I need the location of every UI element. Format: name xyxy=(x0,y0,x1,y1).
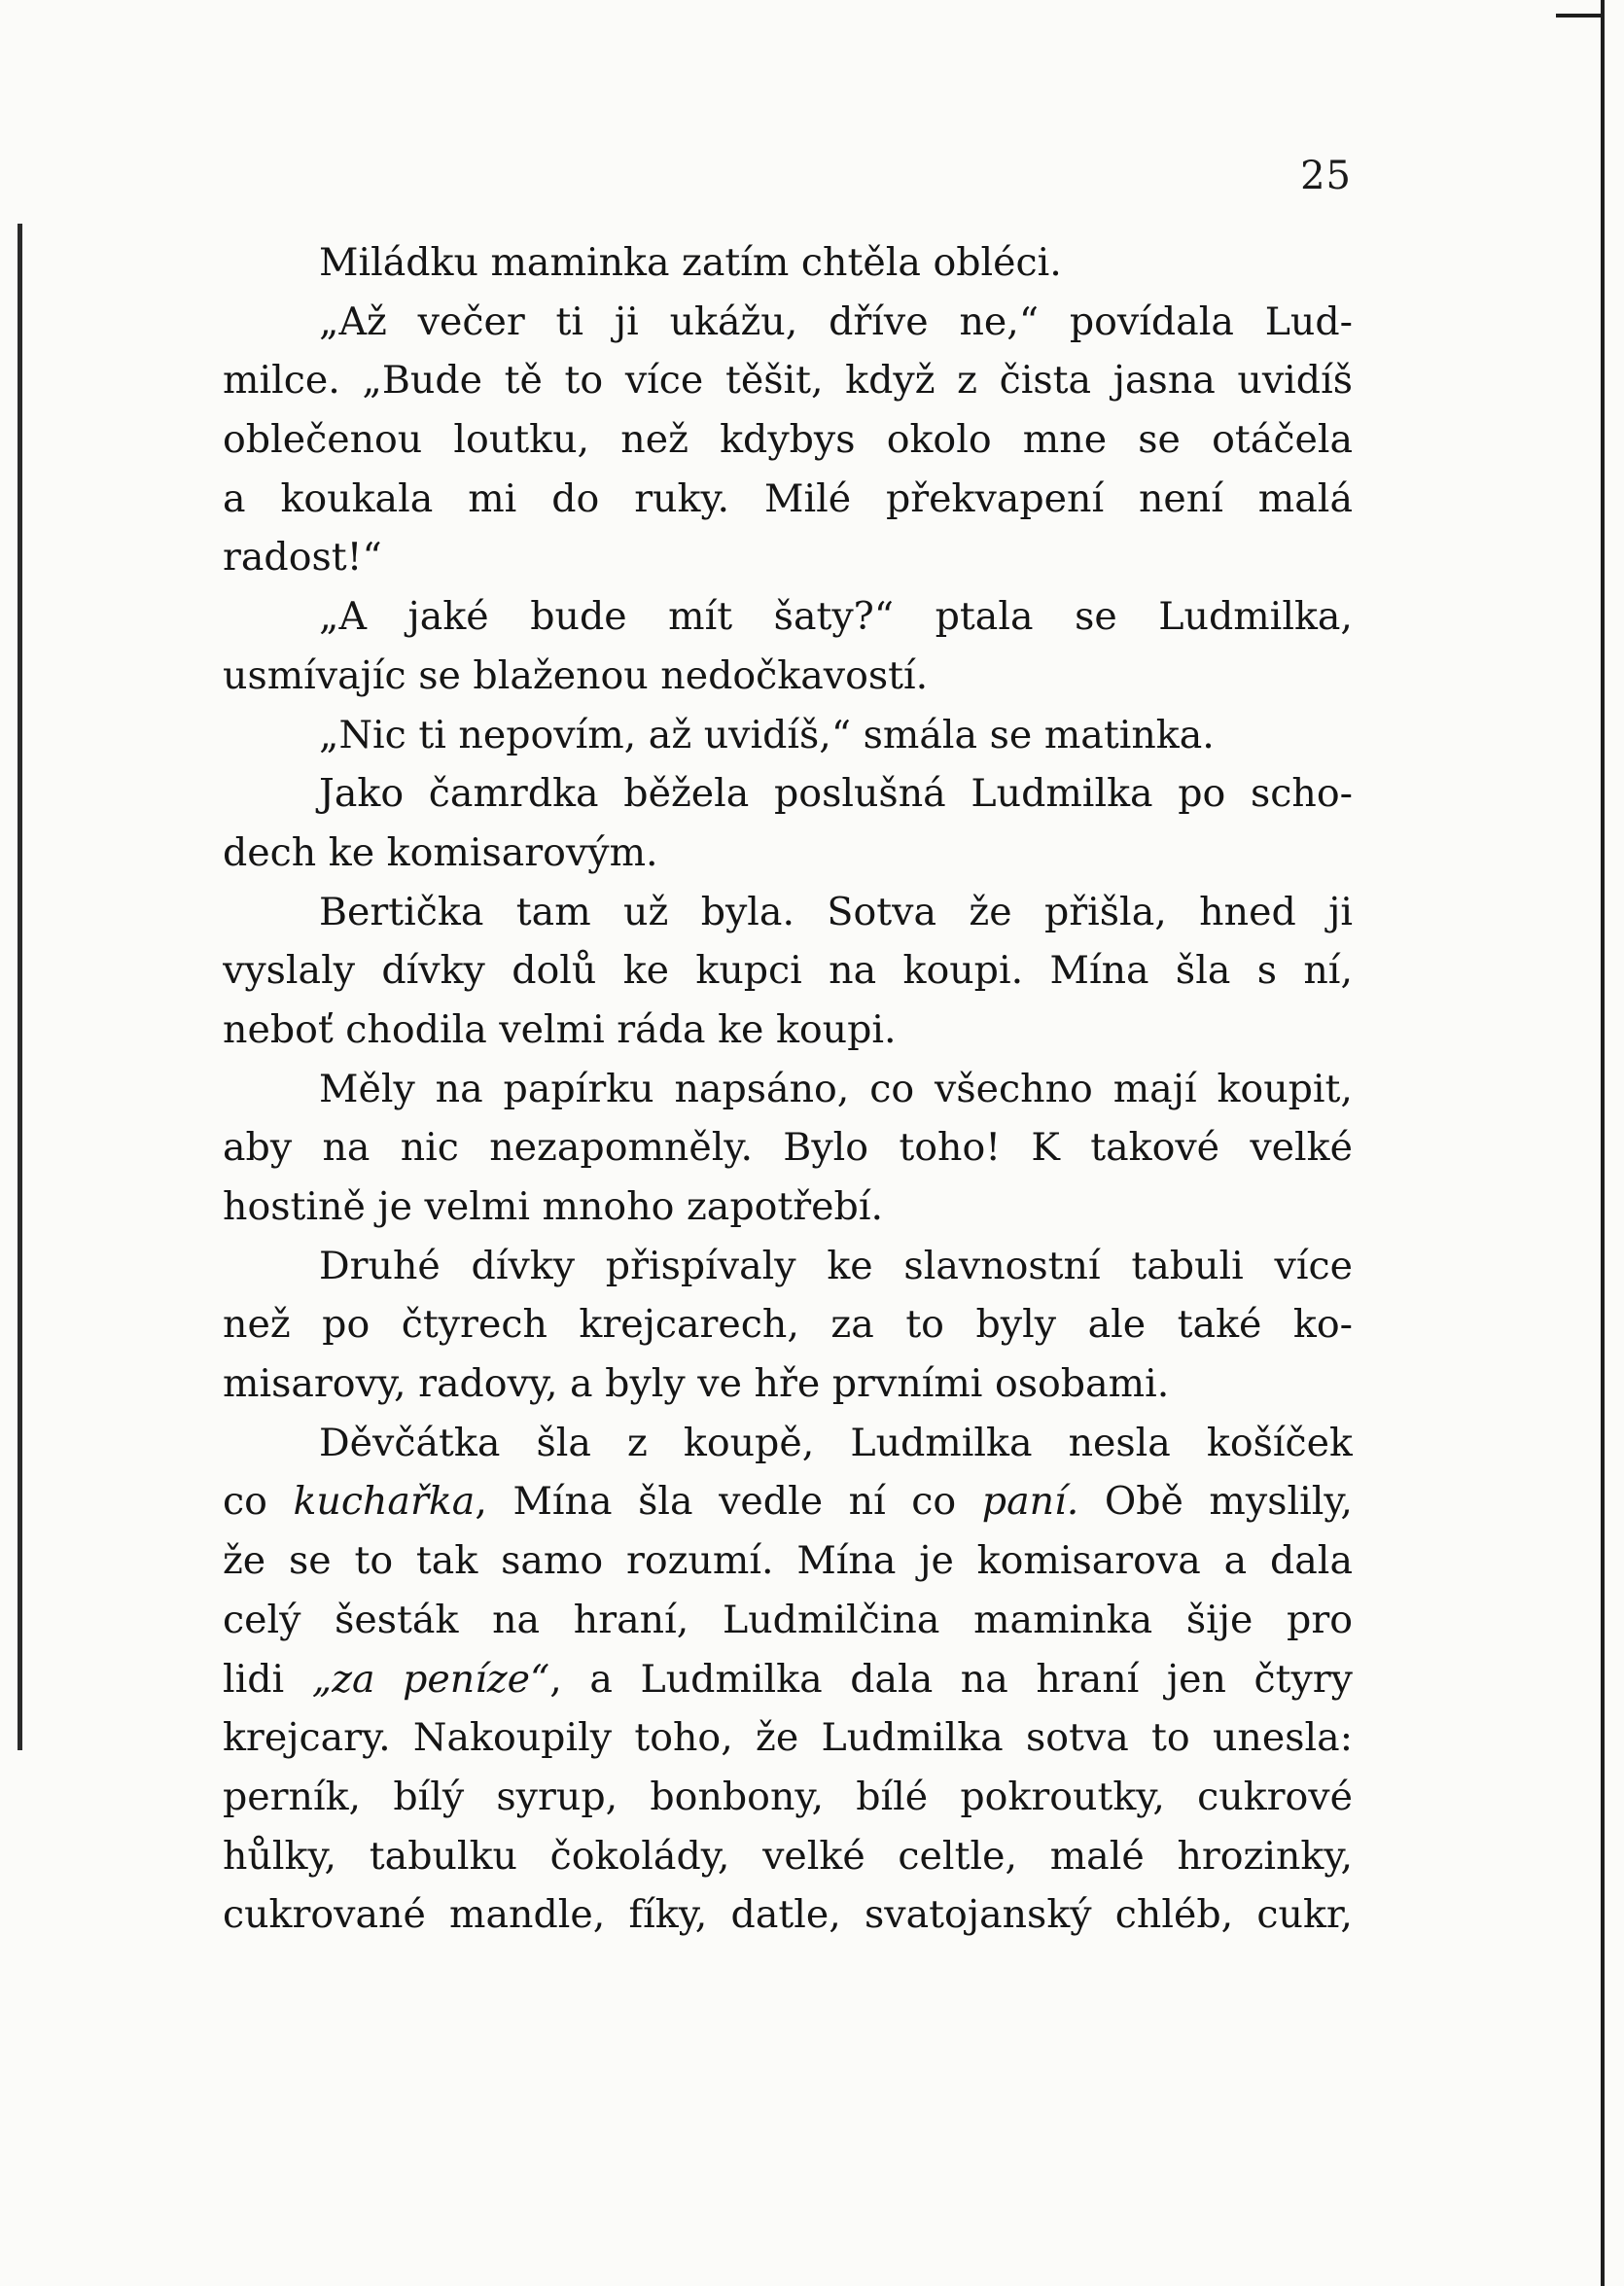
text-segment: Druhé dívky přispívaly ke slavnostní tabuli více xyxy=(319,1243,1353,1288)
text-segment: usmívajíc se blaženou nedočkavostí. xyxy=(223,652,929,698)
text-segment: „Nic ti nepovím, až uvidíš,“ smála se matinka. xyxy=(319,712,1215,757)
text-line xyxy=(223,1768,1353,1827)
text-segment: Obě myslily, xyxy=(1078,1479,1353,1525)
text-line xyxy=(223,351,1353,410)
text-segment: hůlky, tabulku čokolády, velké celtle, malé hrozinky, xyxy=(223,1833,1353,1879)
text-segment: Měly na papírku napsáno, co všechno mají koupit, xyxy=(319,1066,1353,1111)
text-line xyxy=(223,941,1353,1001)
italic-text: „za peníze“ xyxy=(311,1656,550,1702)
page-top-edge xyxy=(1556,14,1605,18)
text-segment: lidi xyxy=(223,1656,312,1702)
text-segment: milce. „Bude tě to více těšit, když z čista jasna uvidíš xyxy=(223,358,1353,404)
text-segment: „A jaké bude mít šaty?“ ptala se Ludmilka, xyxy=(319,594,1353,640)
text-line xyxy=(223,706,1353,765)
text-line xyxy=(223,1650,1353,1709)
text-line xyxy=(223,1531,1353,1591)
text-segment: neboť chodila velmi ráda ke koupi. xyxy=(223,1006,897,1052)
text-segment: „Až večer ti ji ukážu, dříve ne,“ povídala Lud- xyxy=(319,299,1353,344)
text-line xyxy=(223,1885,1353,1945)
text-line xyxy=(223,883,1353,942)
text-segment: , Mína šla vedle ní co xyxy=(475,1479,982,1525)
page-number: 25 xyxy=(1300,154,1352,198)
text-segment: Děvčátka šla z koupě, Ludmilka nesla košíček xyxy=(319,1420,1353,1465)
text-line xyxy=(223,647,1353,706)
text-segment: a koukala mi do ruky. Milé překvapení není malá xyxy=(223,475,1353,521)
text-segment: oblečenou loutku, než kdybys okolo mne se otáčela xyxy=(223,417,1353,463)
text-line xyxy=(223,1472,1353,1531)
text-line xyxy=(223,1001,1353,1060)
text-segment: hostině je velmi mnoho zapotřebí. xyxy=(223,1184,884,1229)
text-line xyxy=(223,293,1353,352)
text-line xyxy=(223,1178,1353,1237)
text-line xyxy=(223,528,1353,587)
text-line xyxy=(223,1708,1353,1768)
text-line xyxy=(223,1591,1353,1650)
text-line xyxy=(223,233,1353,293)
text-line xyxy=(223,1060,1353,1119)
text-segment: radost!“ xyxy=(223,535,382,580)
text-line xyxy=(223,1295,1353,1354)
text-line xyxy=(223,1827,1353,1886)
text-line xyxy=(223,1237,1353,1296)
page-right-edge xyxy=(1601,0,1605,2286)
text-segment: že se to tak samo rozumí. Mína je komisarova a dala xyxy=(223,1538,1353,1584)
italic-text: paní. xyxy=(981,1479,1079,1525)
text-segment: než po čtyrech krejcarech, za to byly ale také ko- xyxy=(223,1302,1353,1348)
text-line xyxy=(223,1414,1353,1473)
text-line xyxy=(223,1118,1353,1178)
text-line xyxy=(223,824,1353,883)
text-segment: Bertička tam už byla. Sotva že přišla, hned ji xyxy=(319,889,1353,934)
text-line xyxy=(223,470,1353,529)
text-line xyxy=(223,587,1353,647)
text-segment: krejcary. Nakoupily toho, že Ludmilka sotva to unesla: xyxy=(223,1715,1353,1761)
page-binding-edge xyxy=(18,224,22,1750)
text-segment: cukrované mandle, fíky, datle, svatojanský chléb, cukr, xyxy=(223,1892,1353,1938)
text-line xyxy=(223,1354,1353,1414)
text-segment: celý šesták na hraní, Ludmilčina maminka šije pro xyxy=(223,1597,1353,1642)
text-segment: Jako čamrdka běžela poslušná Ludmilka po scho- xyxy=(319,771,1353,817)
text-segment: vyslaly dívky dolů ke kupci na koupi. Mína šla s ní, xyxy=(223,948,1353,994)
text-segment: Miládku maminka zatím chtěla obléci. xyxy=(319,240,1062,285)
text-segment: aby na nic nezapomněly. Bylo toho! K takové velké xyxy=(223,1125,1353,1171)
text-line xyxy=(223,764,1353,824)
italic-text: kuchařka xyxy=(293,1479,476,1525)
text-segment: perník, bílý syrup, bonbony, bílé pokroutky, cukrové xyxy=(223,1774,1353,1819)
text-segment: , a Ludmilka dala na hraní jen čtyry xyxy=(549,1656,1353,1702)
text-segment: dech ke komisarovým. xyxy=(223,829,658,875)
text-line xyxy=(223,410,1353,470)
body-text xyxy=(223,233,1353,1945)
text-segment: misarovy, radovy, a byly ve hře prvními osobami. xyxy=(223,1361,1170,1407)
text-segment: co xyxy=(223,1479,294,1525)
